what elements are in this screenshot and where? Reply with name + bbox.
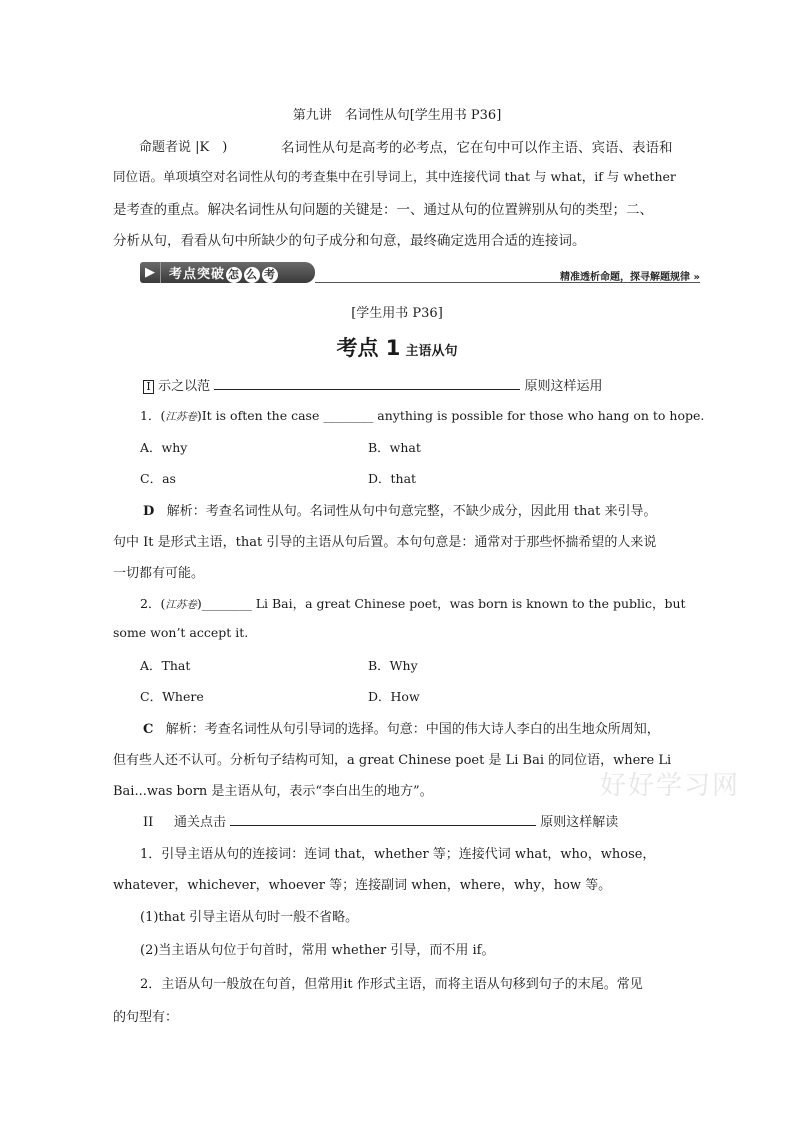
answer-2-letter: C: [143, 722, 154, 737]
q1-option-a: A．why: [140, 440, 188, 455]
q2-option-a: A．That: [140, 658, 191, 673]
banner-circle-2: 么: [246, 267, 259, 281]
point-1-line-1: 1．引导主语从句的连接词：连词 that，whether 等；连接代词 what，who，whose，: [140, 847, 656, 862]
section2-header: [143, 811, 618, 830]
q1-text: )It is often the case ________ anything is possible for those who hang on to hope.: [196, 408, 705, 423]
section1-rule: [214, 376, 520, 390]
kaodian-topic: 主语从句: [405, 344, 458, 359]
answer-1-line-1: [143, 500, 657, 519]
answer-1-text: 解析：考查名词性从句。名词性从句中句意完整，不缺少成分，因此用 that 来引导。: [166, 504, 657, 519]
intro-line-3: 是考查的重点。解决名词性从句问题的关键是：一、通过从句的位置辨别从句的类型；二、: [113, 202, 653, 218]
watermark: 好好学习网: [600, 771, 741, 801]
answer-1-line-2: 句中 It 是形式主语，that 引导的主语从句后置。本句句意是：通常对于那些怀揣希望的人来说: [113, 535, 657, 550]
intro-label: 命题者说 |K ): [139, 140, 228, 155]
banner-circle-1: 怎: [228, 267, 241, 281]
q1-source: 江苏卷: [165, 411, 197, 423]
q2-source: 江苏卷: [165, 599, 197, 611]
q2-option-b: B．Why: [368, 658, 418, 673]
point-1-sub-1: (1)that 引导主语从句时一般不省略。: [140, 910, 359, 925]
q1-number: 1．(: [140, 408, 166, 423]
answer-2-text: 解析：考查名词性从句引导词的选择。句意：中国的伟大诗人李白的出生地众所周知，: [165, 722, 660, 737]
q2-number: 2．(: [140, 596, 166, 611]
book-reference: [学生用书 P36]: [351, 306, 443, 321]
kaodian-number: 考点 1: [336, 336, 401, 360]
answer-2-line-1: [143, 718, 660, 737]
section2-left: 通关点击: [173, 815, 226, 830]
point-2-line-2: 的句型有：: [113, 1010, 179, 1025]
banner-text-main: 考点突破: [169, 266, 226, 282]
answer-1-letter: D: [143, 504, 155, 519]
section-banner: [140, 262, 315, 283]
point-1-sub-2: (2)当主语从句位于句首时，常用 whether 引导，而不用 if。: [140, 943, 495, 958]
intro-line-4: 分析从句，看看从句中所缺少的句子成分和句意，最终确定选用合适的连接词。: [113, 233, 586, 249]
q2-option-c: C．Where: [140, 689, 204, 704]
section2-number: II: [143, 815, 154, 830]
point-2-line-1: 2．主语从句一般放在句首，但常用it 作形式主语，而将主语从句移到句子的末尾。常见: [140, 977, 643, 992]
question-1: [140, 406, 704, 424]
section1-header: [143, 375, 602, 394]
q2-text: )________ Li Bai，a great Chinese poet，was born is known to the public，but: [196, 596, 686, 611]
section1-left: 示之以范: [158, 379, 211, 394]
banner-subtitle: 精准透析命题，探寻解题规律 »: [560, 272, 700, 283]
question-2-line-2: some won’t accept it.: [113, 625, 249, 640]
q1-option-d: D．that: [368, 471, 417, 486]
q2-option-d: D．How: [368, 689, 420, 704]
section1-number: I: [143, 380, 154, 394]
section1-right: 原则这样运用: [524, 379, 603, 394]
answer-1-line-3: 一切都有可能。: [113, 566, 205, 581]
q1-option-c: C．as: [140, 471, 176, 486]
kaodian-heading: [0, 332, 794, 362]
section2-right: 原则这样解读: [540, 815, 619, 830]
banner-text: [161, 263, 279, 283]
question-2: [140, 594, 686, 612]
answer-2-line-2: 但有些人还不认可。分析句子结构可知，a great Chinese poet 是 Li Bai 的同位语，where Li: [113, 753, 672, 768]
point-1-line-2: whatever，whichever，whoever 等；连接副词 when，where，why，how 等。: [113, 878, 612, 893]
intro-line-1: 名词性从句是高考的必考点，它在句中可以作主语、宾语、表语和: [281, 140, 673, 156]
q1-option-b: B．what: [368, 440, 421, 455]
intro-line-2: 同位语。单项填空对名词性从句的考查集中在引导词上，其中连接代词 that 与 what，if 与 whether: [113, 169, 676, 184]
page-title: 第九讲 名词性从句[学生用书 P36]: [292, 108, 502, 123]
section2-rule: [230, 812, 536, 826]
banner-circle-3: 考: [264, 267, 277, 281]
play-arrow-icon: ▶: [140, 262, 161, 283]
answer-2-line-3: Bai...was born 是主语从句，表示“李白出生的地方”。: [113, 784, 433, 799]
